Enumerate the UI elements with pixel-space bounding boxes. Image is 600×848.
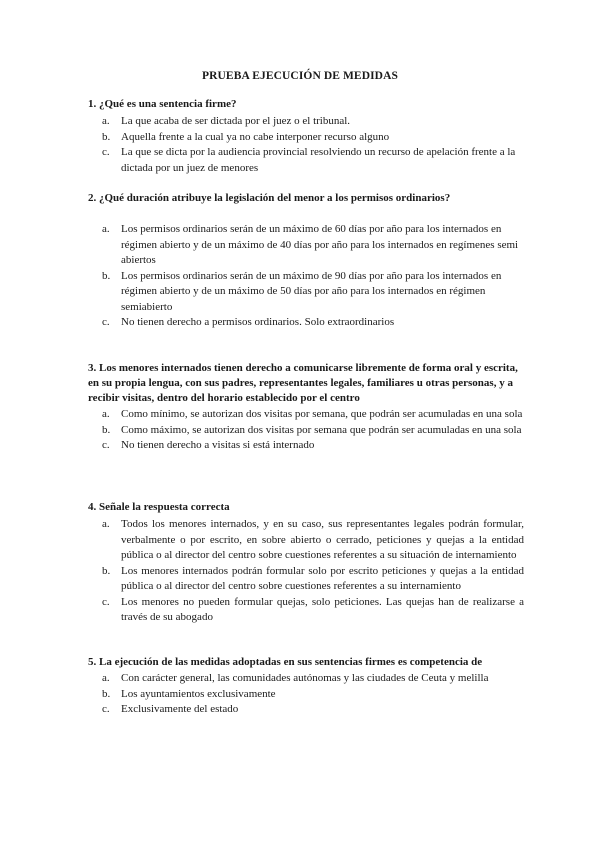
option-letter: c. — [102, 316, 110, 328]
question-2-text: 2. ¿Qué duración atribuye la legislación del menor a los permisos ordinarios? — [88, 192, 451, 204]
question-3-option-a — [88, 407, 524, 423]
option-letter: c. — [102, 703, 110, 715]
option-text: No tienen derecho a permisos ordinarios. Solo extraordinarios — [121, 316, 395, 328]
option-text: Todos los menores internados, y en su caso, sus representantes legales podrán formular, verbalmente o por escrito, en sobre abierto o cerrado, peticiones y quejas a la entidad pública o al director del centro sobre cuestiones referentes a su situación de internamiento — [121, 518, 524, 561]
option-letter: c. — [102, 439, 110, 451]
question-3 — [88, 361, 524, 454]
question-5-option-b — [88, 687, 524, 703]
option-text: La que se dicta por la audiencia provincial resolviendo un recurso de apelación frente a la dictada por un juez de menores — [121, 146, 516, 174]
question-2-option-a — [88, 222, 524, 269]
question-5-option-a — [88, 671, 524, 687]
question-3-option-b — [88, 423, 524, 439]
question-1-option-b — [88, 130, 524, 146]
option-letter: c. — [102, 595, 110, 608]
question-1-text: 1. ¿Qué es una sentencia firme? — [88, 98, 237, 110]
option-text: Como máximo, se autorizan dos visitas por semana que podrán ser acumuladas en una sola — [121, 423, 522, 436]
option-letter: a. — [102, 518, 110, 530]
question-2-option-b — [88, 269, 524, 316]
question-4-option-a — [88, 517, 524, 564]
option-text: Los menores internados podrán formular solo por escrito peticiones y quejas a la entidad pública o al director del centro sobre cuestiones referentes a su internamiento — [121, 564, 524, 592]
option-text: Aquella frente a la cual ya no cabe interponer recurso alguno — [121, 130, 390, 143]
question-3-option-c — [88, 438, 524, 454]
option-letter: b. — [102, 269, 111, 282]
question-4-option-b — [88, 564, 524, 595]
option-text: Los permisos ordinarios serán de un máximo de 90 días por año para los internados en régimen abierto y de un máximo de 50 días por año para los internados en régimen semiabierto — [121, 269, 502, 313]
question-2 — [88, 191, 524, 331]
question-4-text: 4. Señale la respuesta correcta — [88, 501, 230, 513]
question-5 — [88, 655, 524, 718]
document-title: PRUEBA EJECUCIÓN DE MEDIDAS — [202, 70, 398, 82]
question-4-option-c — [88, 595, 524, 626]
question-3-text: 3. Los menores internados tienen derecho a comunicarse libremente de forma oral y escrita, en su propia lengua, con sus padres, representantes legales, familiares u otras personas, y a recibir visitas, dentro del horario establecido por el centro — [88, 362, 518, 404]
question-2-option-c — [88, 315, 524, 331]
option-letter: b. — [102, 687, 111, 700]
option-text: Exclusivamente del estado — [121, 703, 239, 715]
option-letter: a. — [102, 408, 110, 420]
option-text: La que acaba de ser dictada por el juez o el tribunal. — [121, 115, 351, 127]
question-1-option-a — [88, 114, 524, 130]
option-text: Los ayuntamientos exclusivamente — [121, 687, 276, 700]
option-text: Los permisos ordinarios serán de un máximo de 60 días por año para los internados en régimen abierto y de un máximo de 40 días por año para los internados en regímenes semi abiertos — [121, 223, 519, 266]
option-letter: b. — [102, 423, 111, 436]
option-text: No tienen derecho a visitas si está internado — [121, 439, 315, 451]
question-5-text: 5. La ejecución de las medidas adoptadas en sus sentencias firmes es competencia de — [88, 656, 483, 668]
question-4 — [88, 500, 524, 626]
option-letter: a. — [102, 223, 110, 235]
option-letter: a. — [102, 115, 110, 127]
option-letter: b. — [102, 130, 111, 143]
option-letter: a. — [102, 672, 110, 684]
option-letter: b. — [102, 564, 111, 577]
question-5-option-c — [88, 702, 524, 718]
option-text: Como mínimo, se autorizan dos visitas por semana, que podrán ser acumuladas en una sola — [121, 408, 523, 420]
option-letter: c. — [102, 146, 110, 158]
question-1-option-c — [88, 145, 524, 176]
option-text: Con carácter general, las comunidades autónomas y las ciudades de Ceuta y melilla — [121, 672, 489, 684]
option-text: Los menores no pueden formular quejas, solo peticiones. Las quejas han de realizarse a través de su abogado — [121, 595, 524, 623]
question-1 — [88, 97, 524, 176]
